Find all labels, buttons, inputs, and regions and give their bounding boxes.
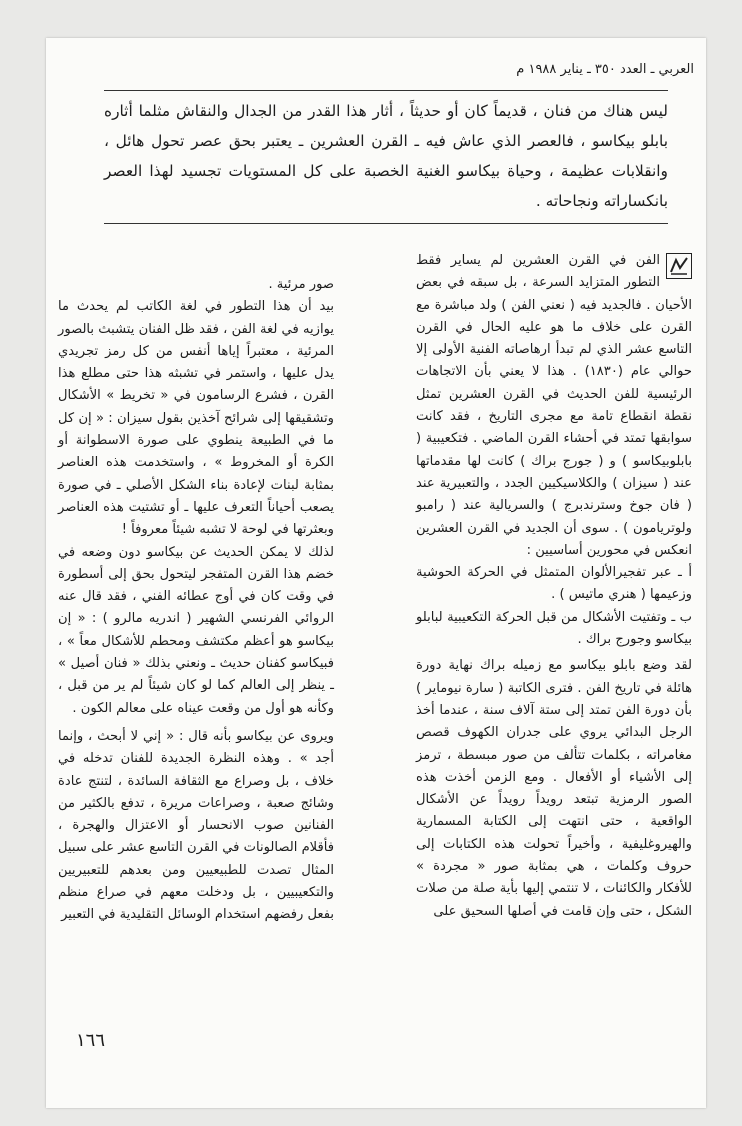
paragraph: لذلك لا يمكن الحديث عن بيكاسو دون وضعه في خضم هذا القرن المتفجر ليتحول بحق إلى أسطورة في وقت كان في أوج عطائه الفني ، فقد قال عنه الروائي الفرنسي الشهير ( اندريه مالرو ) : « إن بيكاسو هو أعظم مكتشف ومحطم للأشكال معاً » ، فبيكاسو كفنان حديث ـ ونعني بذلك « فنان أصيل » ـ ينظر إلى العالم كما لو كان شيئاً لم ير من قبل ، وكأنه هو أول من وقعت عيناه على معالم الكون . <box>58 544 334 716</box>
paragraph: صور مرئية . <box>268 277 334 292</box>
column-right <box>416 250 692 923</box>
paragraph: ويروى عن بيكاسو بأنه قال : « إني لا أبحث ، وإنما أجد » . وهذه النظرة الجديدة للفنان تدخله في خلاف ، بل وصراع مع الثقافة السائدة ، لتنتج عادة وشائج صعبة ، وصراعات مريرة ، تدفع بالكثير من الفنانين صوب الانحسار أو الاعتزال والهجرة ، فأقلام الصالونات في القرن التاسع عشر على سبيل المثال تصدت للطبيعيين ومن بعدهم للتعبيريين والتكعيبيين ، بل ودخلت معهم في صراع منظم بفعل رفضهم استخدام الوسائل التقليدية في التعبير <box>58 728 334 923</box>
running-header: العربي ـ العدد ٣٥٠ ـ يناير ١٩٨٨ م <box>516 62 694 77</box>
intro-paragraph <box>104 96 668 216</box>
intro-text: ليس هناك من فنان ، قديماً كان أو حديثاً ، أثار هذا القدر من الجدال والنقاش مثلما أثاره بابلو بيكاسو ، فالعصر الذي عاش فيه ـ القرن العشرين ـ يعتبر بحق عصر تحول هائل ، وانقلابات عظيمة ، وحياة بيكاسو الغنية الخصبة على كل المستويات تجسيد لهذا العصر بانكساراته ونجاحاته . <box>104 102 668 210</box>
paragraph: لقد وضع بابلو بيكاسو مع زميله براك نهاية دورة هائلة في تاريخ الفن . فترى الكاتبة ( سارة نيوماير ) بأن دورة الفن تمتد إلى ستة آلاف سنة ، عندما أخذ الرجل البدائي يروي على جدران الكهوف قصص مغامراته ، بكلمات تتألف من صور مبسطة ، ترمز إلى الأشياء أو الأفعال . ومع الزمن أخذت هذه الصور الرمزية تبتعد رويداً رويداً عن الأشكال الواقعية ، حتى انتهت إلى الكتابة المسمارية والهيروغليفية ، وأخيراً تحولت هذه الكتابات إلى حروف وكلمات ، هي بمثابة صور « مجردة » للأفكار والكائنات ، لا تنتمي إليها بأية صلة من صلات الشكل ، حتى وإن قامت في أصلها السحيق على <box>416 658 692 919</box>
column-left <box>58 250 334 927</box>
paragraph: ب ـ وتفتيت الأشكال من قبل الحركة التكعيبية لبابلو بيكاسو وجورج براك . <box>416 609 692 648</box>
magazine-page <box>46 38 706 1108</box>
paragraph: بيد أن هذا التطور في لغة الكاتب لم يحدث ما يوازيه في لغة الفن ، فقد ظل الفنان يتشبث بالصور المرئية ، معتبراً إياها أنفس من كل رمز تجريدي يدل عليها ، واستمر في تشبثه هذا حتى مطلع هذا القرن ، فشرع الرسامون في « تخريط » الأشكال وتشقيقها إلى شرائح آخذين بقول سيزان : « إن كل ما في الطبيعة ينطوي على صورة الاسطوانة أو الكرة أو المخروط » ، واستخدمت هذه العناصر بمثابة لبنات لإعادة بناء الشكل الأصلي ـ في صورة يصعب أحياناً التعرف عليها ـ أو تشتيت هذه العناصر وبعثرتها في لوحة لا تشبه شيئاً معروفاً ! <box>58 299 334 538</box>
intro-bottom-rule <box>104 223 668 224</box>
intro-top-rule <box>104 90 668 91</box>
page-number: ١٦٦ <box>76 1030 106 1051</box>
paragraph: الفن في القرن العشرين لم يساير فقط التطور المتزايد السرعة ، بل سبقه في بعض الأحيان . فالجديد فيه ( نعني الفن ) ولد مباشرة مع القرن على خلاف ما هو عليه الحال في القرن التاسع عشر الذي لم تبدأ ارهاصاته الفنية الأولى إلا حوالي عام (١٨٣٠) . هذا لا يعني بأن الاتجاهات الرئيسية للفن الحديث في القرن العشرين تمثل نقطة انقطاع تامة مع مجرى التاريخ ، فقد كانت سوابقها تمتد في أحشاء القرن الماضي . فتكعيبية ( بابلوبيكاسو ) و ( جورج براك ) كانت لها مقدماتها عند ( سيزان ) والكلاسيكيين الجدد ، والتعبيرية عند ( فان جوخ وسترندبرج ) والسريالية عند ( رامبو ولوتريامون ) . سوى أن الجديد في القرن العشرين انعكس في محورين أساسيين : <box>416 253 692 558</box>
paragraph: أ ـ عبر تفجيرالألوان المتمثل في الحركة الحوشية وزعيمها ( هنري ماتيس ) . <box>416 565 692 603</box>
magazine-logo-icon <box>666 253 692 279</box>
